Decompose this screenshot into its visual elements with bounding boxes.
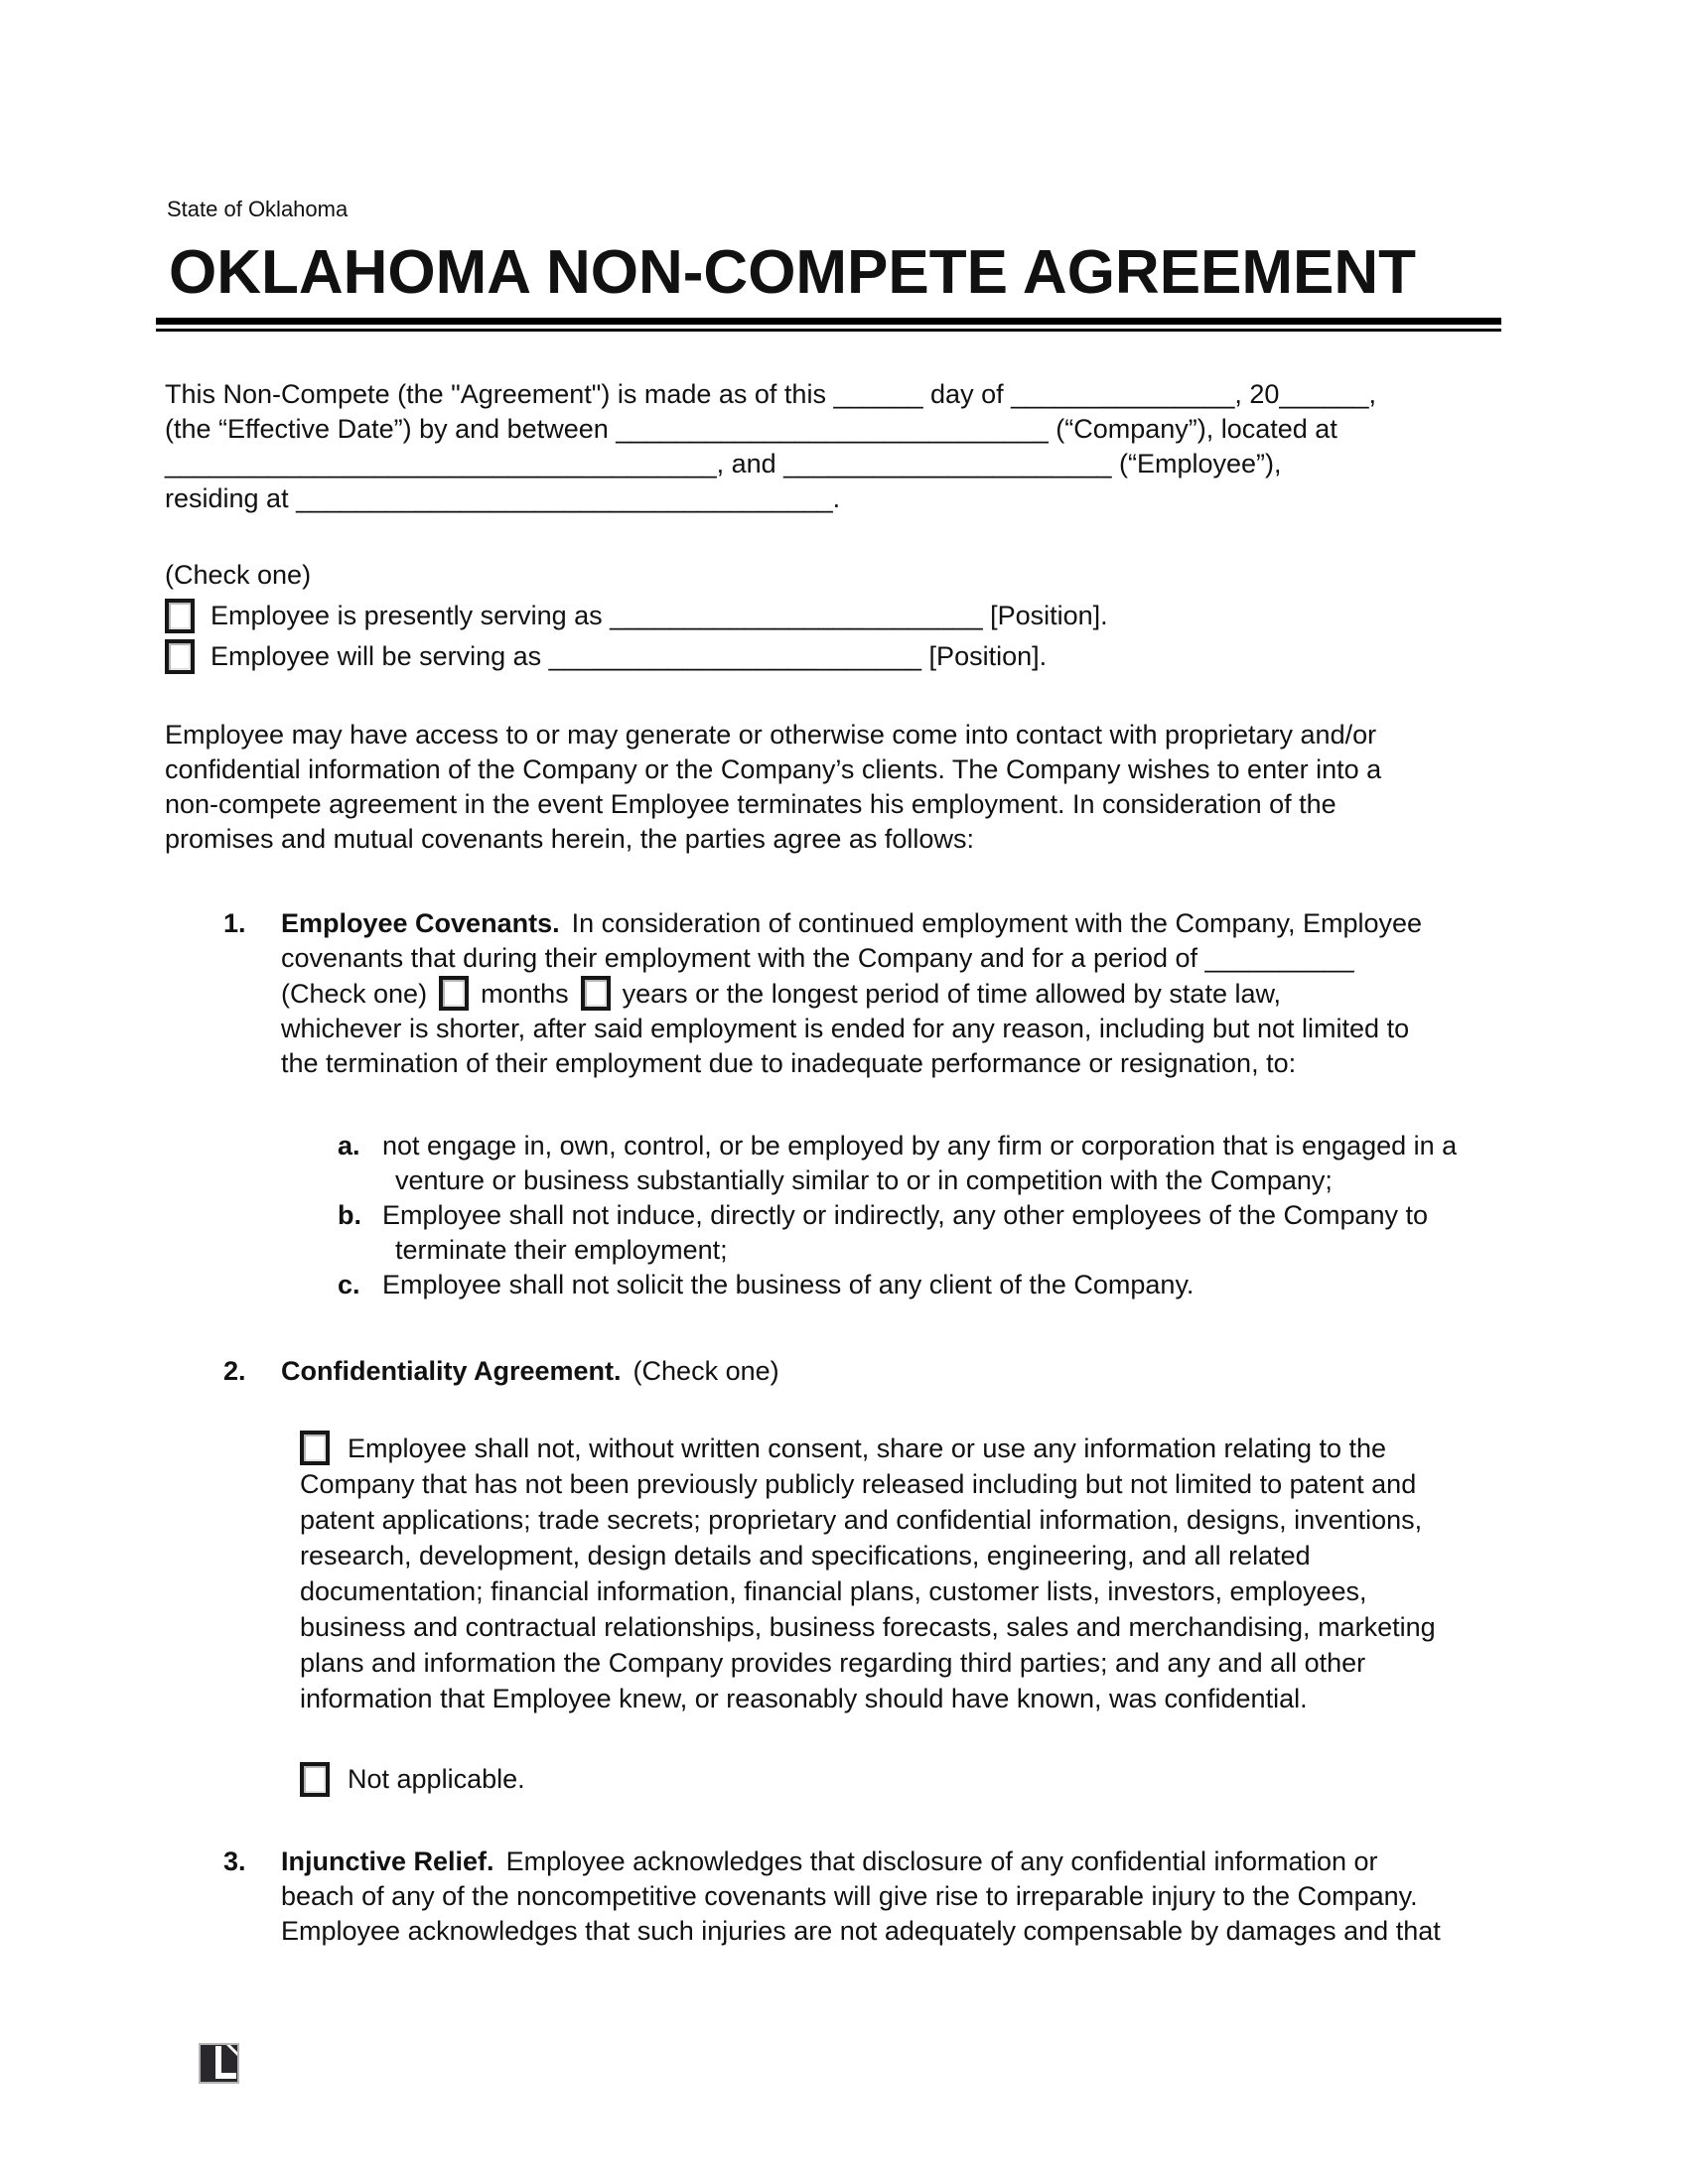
- intro-line: This Non-Compete (the "Agreement") is made as of this ______ day of _______________, 20______,: [165, 379, 1376, 409]
- section-number: 3.: [223, 1846, 246, 1876]
- section-heading: Injunctive Relief.: [281, 1846, 494, 1876]
- checkbox-confidentiality[interactable]: [300, 1431, 330, 1465]
- section-heading: Employee Covenants.: [281, 908, 560, 938]
- intro-line: _____________________________________, and ______________________ (“Employee”),: [165, 449, 1282, 478]
- legal-templates-logo: [199, 2043, 239, 2084]
- legal-templates-logo-icon: [199, 2043, 239, 2084]
- checkbox-months[interactable]: [439, 976, 469, 1011]
- intro-line: residing at ____________________________________.: [165, 483, 841, 513]
- subitem-c: c. Employee shall not solicit the business of any client of the Company.: [338, 1268, 1688, 1302]
- section-confidentiality: [223, 1354, 1688, 1797]
- subitem-a: a. not engage in, own, control, or be employed by any firm or corporation that is engaged in a venture or business substantially similar to or in competition with the Company;: [338, 1129, 1688, 1198]
- preamble-paragraph: [165, 718, 1688, 857]
- confidentiality-option-2: [300, 1762, 1688, 1797]
- checkbox-will-be-serving[interactable]: [165, 639, 195, 674]
- not-applicable-label: Not applicable.: [348, 1764, 525, 1794]
- covenants-line-1: Employee Covenants. In consideration of continued employment with the Company, Employee: [281, 908, 1423, 938]
- covenants-check-row: (Check one) months years or the longest period of time allowed by state law,: [281, 976, 1688, 1012]
- injunctive-line-1: Injunctive Relief. Employee acknowledges that disclosure of any confidential information or: [281, 1846, 1378, 1876]
- covenants-line-4: whichever is shorter, after said employment is ended for any reason, including but not limited to: [281, 1014, 1410, 1043]
- intro-line: (the “Effective Date”) by and between _____________________________ (“Company”), located at: [165, 414, 1337, 444]
- state-label: State of Oklahoma: [167, 197, 349, 221]
- section-injunctive-relief: [223, 1844, 1688, 1949]
- page-title: OKLAHOMA NON-COMPETE AGREEMENT: [169, 238, 1417, 307]
- covenants-line-5: the termination of their employment due to inadequate performance or resignation, to:: [281, 1048, 1297, 1078]
- title-divider: [156, 318, 1501, 332]
- section-number: 1.: [223, 908, 246, 938]
- confidentiality-heading-row: Confidentiality Agreement. (Check one): [281, 1356, 779, 1386]
- position-option-future: [165, 639, 1688, 674]
- preamble-line: Employee may have access to or may generate or otherwise come into contact with proprietary and/or: [165, 720, 1377, 750]
- injunctive-line-3: Employee acknowledges that such injuries are not adequately compensable by damages and that: [281, 1916, 1441, 1946]
- preamble-line: confidential information of the Company or the Company’s clients. The Company wishes to enter into a: [165, 754, 1382, 784]
- position-check-section: [165, 558, 1688, 674]
- check-one-label: (Check one): [165, 560, 312, 590]
- intro-paragraph: [165, 377, 1688, 516]
- subitem-letter: c.: [338, 1270, 360, 1299]
- preamble-line: promises and mutual covenants herein, the parties agree as follows:: [165, 824, 974, 854]
- section-employee-covenants: [223, 906, 1688, 1081]
- position-option-label: Employee will be serving as _________________________ [Position].: [211, 641, 1048, 671]
- subitem-letter: b.: [338, 1200, 361, 1230]
- covenants-line-2: covenants that during their employment with the Company and for a period of __________: [281, 943, 1354, 973]
- injunctive-line-2: beach of any of the noncompetitive covenants will give rise to irreparable injury to the Company.: [281, 1881, 1418, 1911]
- section-number: 2.: [223, 1356, 246, 1386]
- confidentiality-option-1: Employee shall not, without written consent, share or use any information relating to the Company that has not been previously publicly released including but not limited to patent and patent applications; trade secrets; proprietary and confidential information, designs, inventions, research, development, design details and specifications, engineering, and all related documentation; financial information, financial plans, customer lists, investors, employees, business and contractual relationships, business forecasts, sales and merchandising, marketing plans and information the Company provides regarding third parties; and any and all other information that Employee knew, or reasonably should have known, was confidential.: [300, 1431, 1688, 1716]
- position-option-present: [165, 599, 1688, 633]
- subitem-letter: a.: [338, 1131, 360, 1160]
- section-heading: Confidentiality Agreement.: [281, 1356, 622, 1386]
- position-option-label: Employee is presently serving as _________________________ [Position].: [211, 601, 1108, 630]
- checkbox-presently-serving[interactable]: [165, 599, 195, 633]
- checkbox-years[interactable]: [581, 976, 611, 1011]
- checkbox-not-applicable[interactable]: [300, 1762, 330, 1797]
- covenants-sublist: [281, 1129, 1688, 1302]
- preamble-line: non-compete agreement in the event Employee terminates his employment. In consideration of the: [165, 789, 1336, 819]
- subitem-b: b. Employee shall not induce, directly or indirectly, any other employees of the Company to terminate their employment;: [338, 1198, 1688, 1268]
